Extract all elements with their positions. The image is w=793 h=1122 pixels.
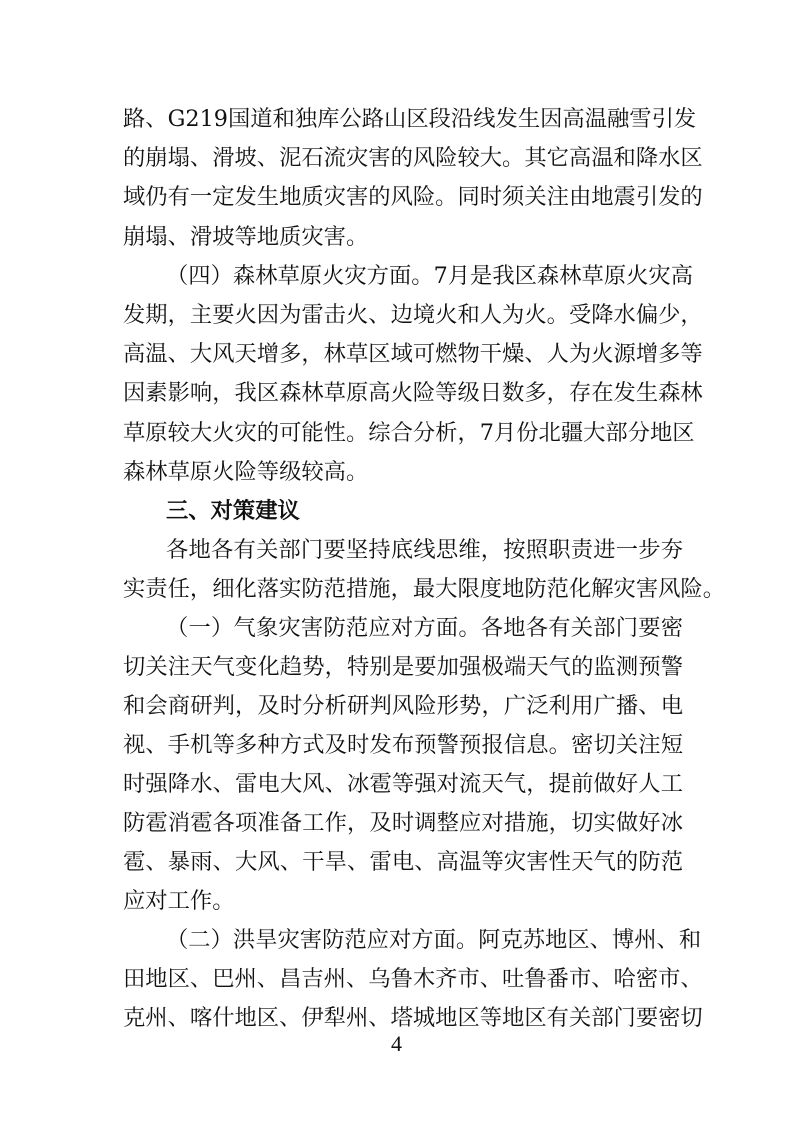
body-text-line: 各地各有关部门要坚持底线思维，按照职责进一步夯 [166,537,683,563]
section-heading-line: （一）气象灾害防范应对方面。各地各有关部门要密 [166,615,683,641]
body-text-line: 发期，主要火因为雷击火、边境火和人为火。受降水偏少， [123,302,703,328]
body-text-line: 应对工作。 [123,888,235,914]
body-text-line: 域仍有一定发生地质灾害的风险。同时须关注由地震引发的 [123,184,703,210]
body-text-line: 时强降水、雷电大风、冰雹等强对流天气，提前做好人工 [123,771,683,797]
body-text-line: 田地区、巴州、昌吉州、乌鲁木齐市、吐鲁番市、哈密市、 [123,966,703,992]
body-text-line: 视、手机等多种方式及时发布预警预报信息。密切关注短 [123,732,683,758]
body-text-line: 森林草原火险等级较高。 [123,459,369,485]
body-text-line: 实责任，细化落实防范措施，最大限度地防范化解灾害风险。 [123,576,726,602]
section-title: 三、对策建议 [166,498,300,524]
body-text-line: 克州、喀什地区、伊犁州、塔城地区等地区有关部门要密切 [123,1005,703,1031]
page-number: 4 [391,1031,402,1056]
body-text-line: 的崩塌、滑坡、泥石流灾害的风险较大。其它高温和降水区 [123,145,703,171]
section-heading-line: （二）洪旱灾害防范应对方面。阿克苏地区、博州、和 [166,927,702,953]
body-text-line: 草原较大火灾的可能性。综合分析，7月份北疆大部分地区 [123,420,695,446]
body-text-line: 雹、暴雨、大风、干旱、雷电、高温等灾害性天气的防范 [123,849,683,875]
body-text-line: 因素影响，我区森林草原高火险等级日数多，存在发生森林 [123,380,703,406]
section-heading-line: （四）森林草原火灾方面。7月是我区森林草原火灾高 [166,263,694,289]
body-text-line: 路、G219国道和独库公路山区段沿线发生因高温融雪引发 [123,106,697,132]
body-text-line: 切关注天气变化趋势，特别是要加强极端天气的监测预警 [123,654,683,680]
body-text-line: 崩塌、滑坡等地质灾害。 [123,224,369,250]
body-text-line: 和会商研判，及时分析研判风险形势，广泛利用广播、电 [123,693,683,719]
body-text-line: 高温、大风天增多，林草区域可燃物干燥、人为火源增多等 [123,341,703,367]
body-text-line: 防雹消雹各项准备工作，及时调整应对措施，切实做好冰 [123,810,683,836]
